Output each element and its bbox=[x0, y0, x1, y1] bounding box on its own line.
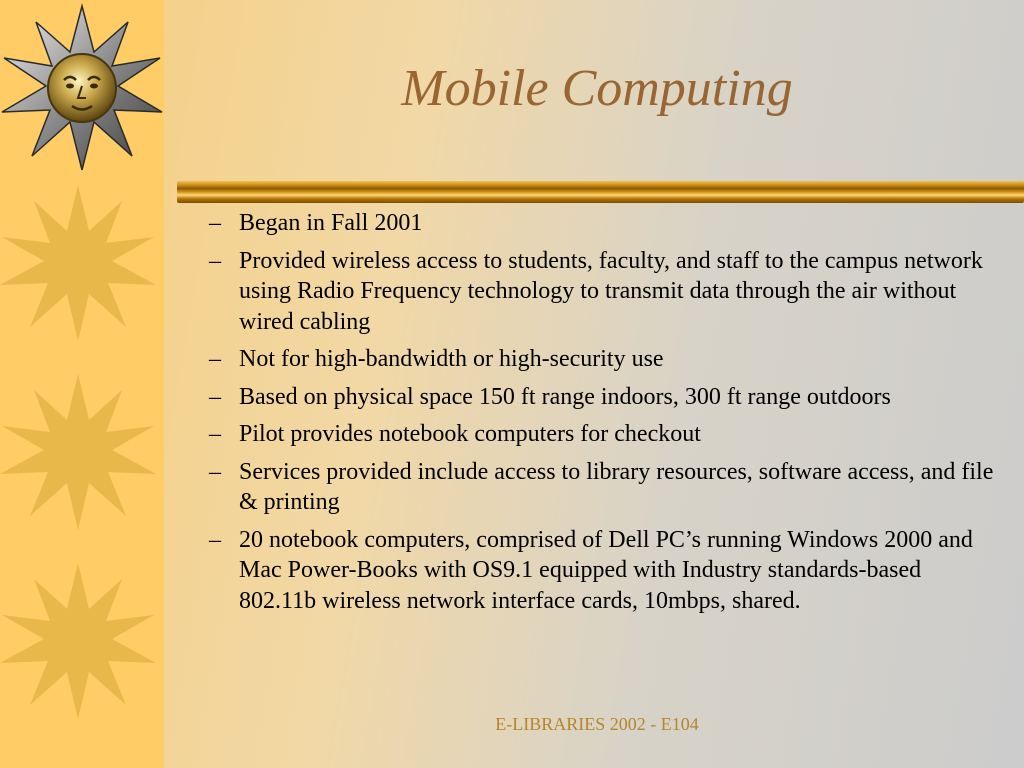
bullet-dash: – bbox=[209, 458, 221, 485]
sun-icon bbox=[0, 374, 156, 530]
bullet-item bbox=[209, 382, 999, 413]
bullet-item bbox=[209, 419, 999, 450]
bullet-dash: – bbox=[209, 383, 221, 410]
bullet-dash: – bbox=[209, 421, 221, 447]
sun-icon bbox=[0, 185, 156, 341]
gold-divider-rule bbox=[177, 181, 1024, 203]
bullet-item bbox=[209, 246, 999, 338]
bullet-text: 20 notebook computers, comprised of Dell PC’s running Windows 2000 and Mac Power-Books with OS9.1 equipped with Industry standards-based 802.11b wireless network interface cards, 10mbps, shared. bbox=[239, 526, 973, 614]
bullet-list bbox=[209, 208, 999, 623]
bullet-text: Services provided include access to library resources, software access, and file & printing bbox=[239, 458, 994, 515]
slide-footer: E-LIBRARIES 2002 - E104 bbox=[495, 714, 699, 734]
bullet-item bbox=[209, 344, 999, 375]
bullet-item bbox=[209, 457, 999, 518]
sun-decoration-strip bbox=[0, 0, 164, 768]
sun-face-icon bbox=[2, 6, 162, 170]
bullet-text: Based on physical space 150 ft range indoors, 300 ft range outdoors bbox=[239, 383, 891, 410]
bullet-dash: – bbox=[209, 526, 221, 553]
bullet-text: Not for high-bandwidth or high-security use bbox=[239, 346, 664, 372]
bullet-dash: – bbox=[209, 210, 221, 236]
bullet-dash: – bbox=[209, 247, 221, 274]
bullet-text: Provided wireless access to students, faculty, and staff to the campus network using Radio Frequency technology to transmit data through the air without wired cabling bbox=[239, 247, 983, 335]
bullet-text: Pilot provides notebook computers for checkout bbox=[239, 421, 701, 447]
bullet-text: Began in Fall 2001 bbox=[239, 210, 423, 236]
bullet-item bbox=[209, 208, 999, 239]
sun-icon bbox=[0, 563, 156, 719]
bullet-item bbox=[209, 525, 999, 617]
slide-title: Mobile Computing bbox=[401, 60, 793, 117]
bullet-dash: – bbox=[209, 346, 221, 372]
sidebar-sun-panel bbox=[0, 0, 164, 768]
